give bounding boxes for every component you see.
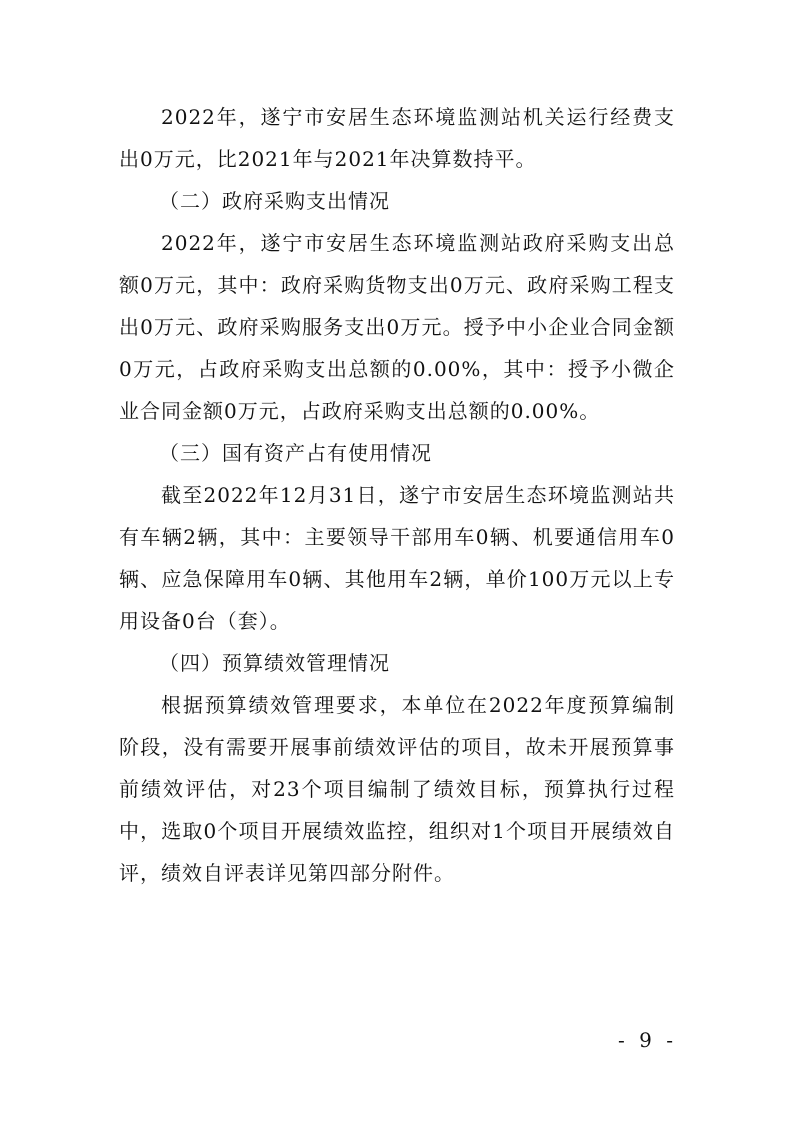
heading-performance-management: （四）预算绩效管理情况 [159,651,390,675]
heading-government-procurement: （二）政府采购支出情况 [159,189,390,213]
paragraph-operating-expenses: 2022年，遂宁市安居生态环境监测站机关运行经费支出0万元，比2021年与2021年决算数持平。 [119,105,675,171]
page-number: - 9 - [618,1028,677,1052]
paragraph-state-assets: 截至2022年12月31日，遂宁市安居生态环境监测站共有车辆2辆，其中：主要领导干部用车0辆、机要通信用车0辆、应急保障用车0辆、其他用车2辆，单价100万元以上专用设备0台（套）。 [119,483,675,633]
paragraph-government-procurement: 2022年，遂宁市安居生态环境监测站政府采购支出总额0万元，其中：政府采购货物支出0万元、政府采购工程支出0万元、政府采购服务支出0万元。授予中小企业合同金额0万元，占政府采购支出总额的0.00%，其中：授予小微企业合同金额0万元，占政府采购支出总额的0.00%。 [119,231,675,423]
document-body [119,96,675,894]
heading-state-assets: （三）国有资产占有使用情况 [159,441,432,465]
paragraph-performance-management: 根据预算绩效管理要求，本单位在2022年度预算编制阶段，没有需要开展事前绩效评估的项目，故未开展预算事前绩效评估，对23个项目编制了绩效目标，预算执行过程中，选取0个项目开展绩效监控，组织对1个项目开展绩效自评，绩效自评表详见第四部分附件。 [119,693,675,885]
